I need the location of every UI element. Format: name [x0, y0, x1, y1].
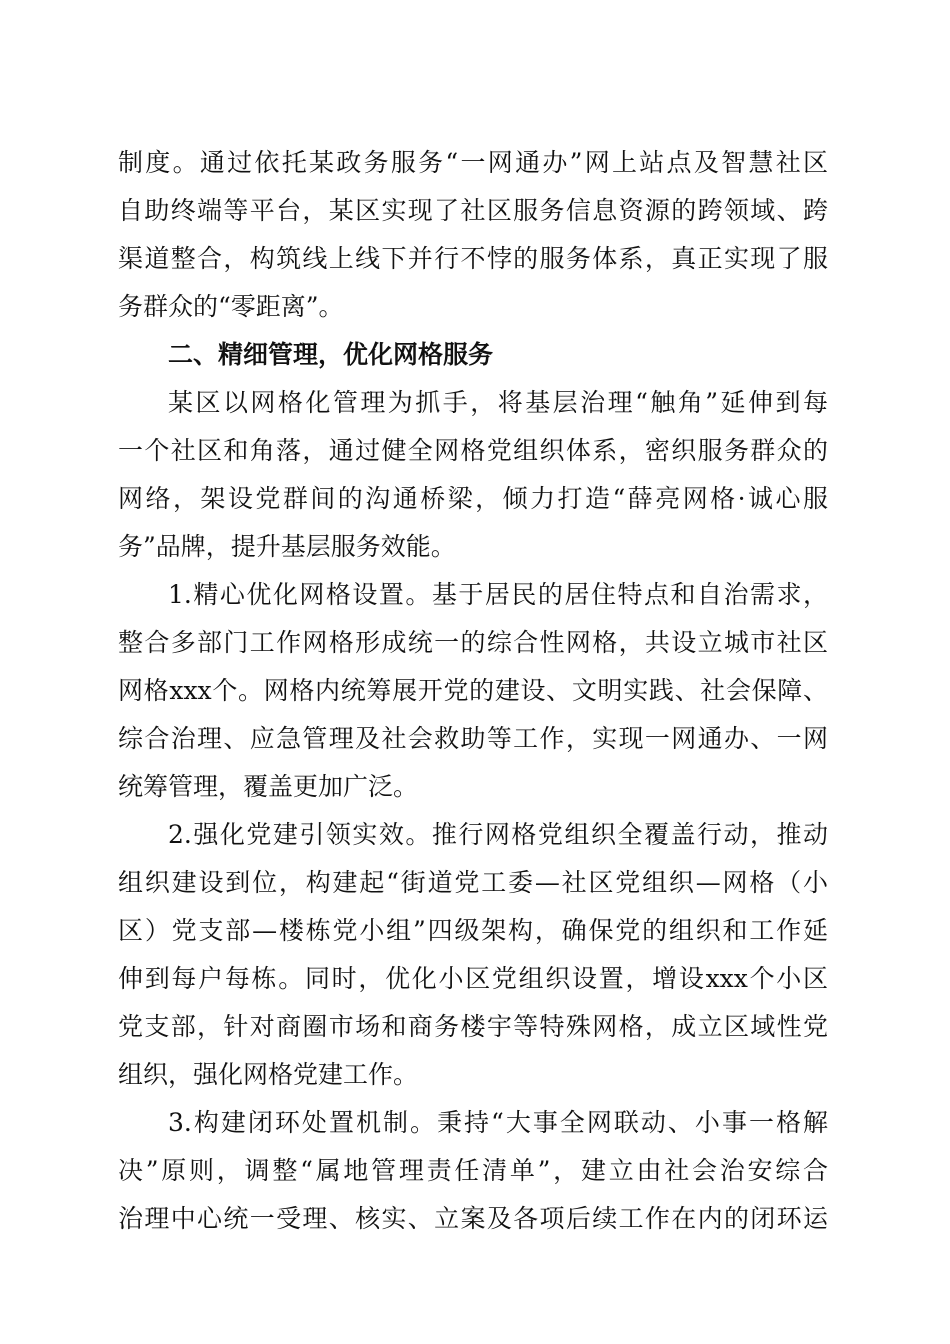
- paragraph-line: 整合多部门工作网格形成统一的综合性网格，共设立城市社区: [118, 628, 828, 657]
- paragraph-line: 网格xxx个。网格内统筹展开党的建设、文明实践、社会保障、: [118, 676, 828, 705]
- paragraph-line: 综合治理、应急管理及社会救助等工作，实现一网通办、一网: [118, 724, 828, 753]
- paragraph-line: 某区以网格化管理为抓手，将基层治理“触角”延伸到每: [168, 388, 828, 417]
- paragraph-line: 自助终端等平台，某区实现了社区服务信息资源的跨领域、跨: [118, 196, 828, 225]
- paragraph-line: 1.精心优化网格设置。基于居民的居住特点和自治需求，: [168, 580, 828, 609]
- paragraph-line: 一个社区和角落，通过健全网格党组织体系，密织服务群众的: [118, 436, 828, 465]
- paragraph-line: 统筹管理，覆盖更加广泛。: [118, 772, 419, 801]
- section-heading: 二、精细管理，优化网格服务: [168, 340, 494, 369]
- paragraph-line: 治理中心统一受理、核实、立案及各项后续工作在内的闭环运: [118, 1204, 828, 1233]
- paragraph-line: 务”品牌，提升基层服务效能。: [118, 532, 456, 561]
- paragraph-line: 网络，架设党群间的沟通桥梁，倾力打造“薛亮网格·诚心服: [118, 484, 828, 513]
- paragraph-line: 2.强化党建引领实效。推行网格党组织全覆盖行动，推动: [168, 820, 828, 849]
- paragraph-line: 组织，强化网格党建工作。: [118, 1060, 419, 1089]
- paragraph-line: 伸到每户每栋。同时，优化小区党组织设置，增设xxx个小区: [118, 964, 828, 993]
- paragraph-line: 党支部，针对商圈市场和商务楼宇等特殊网格，成立区域性党: [118, 1012, 828, 1041]
- paragraph-line: 区）党支部—楼栋党小组”四级架构，确保党的组织和工作延: [118, 916, 828, 945]
- paragraph-line: 制度。通过依托某政务服务“一网通办”网上站点及智慧社区: [118, 148, 828, 177]
- paragraph-line: 3.构建闭环处置机制。秉持“大事全网联动、小事一格解: [168, 1108, 828, 1137]
- paragraph-line: 务群众的“零距离”。: [118, 292, 344, 321]
- paragraph-line: 渠道整合，构筑线上线下并行不悖的服务体系，真正实现了服: [118, 244, 828, 273]
- paragraph-line: 决”原则，调整“属地管理责任清单”，建立由社会治安综合: [118, 1156, 828, 1185]
- paragraph-line: 组织建设到位，构建起“街道党工委—社区党组织—网格（小: [118, 868, 828, 897]
